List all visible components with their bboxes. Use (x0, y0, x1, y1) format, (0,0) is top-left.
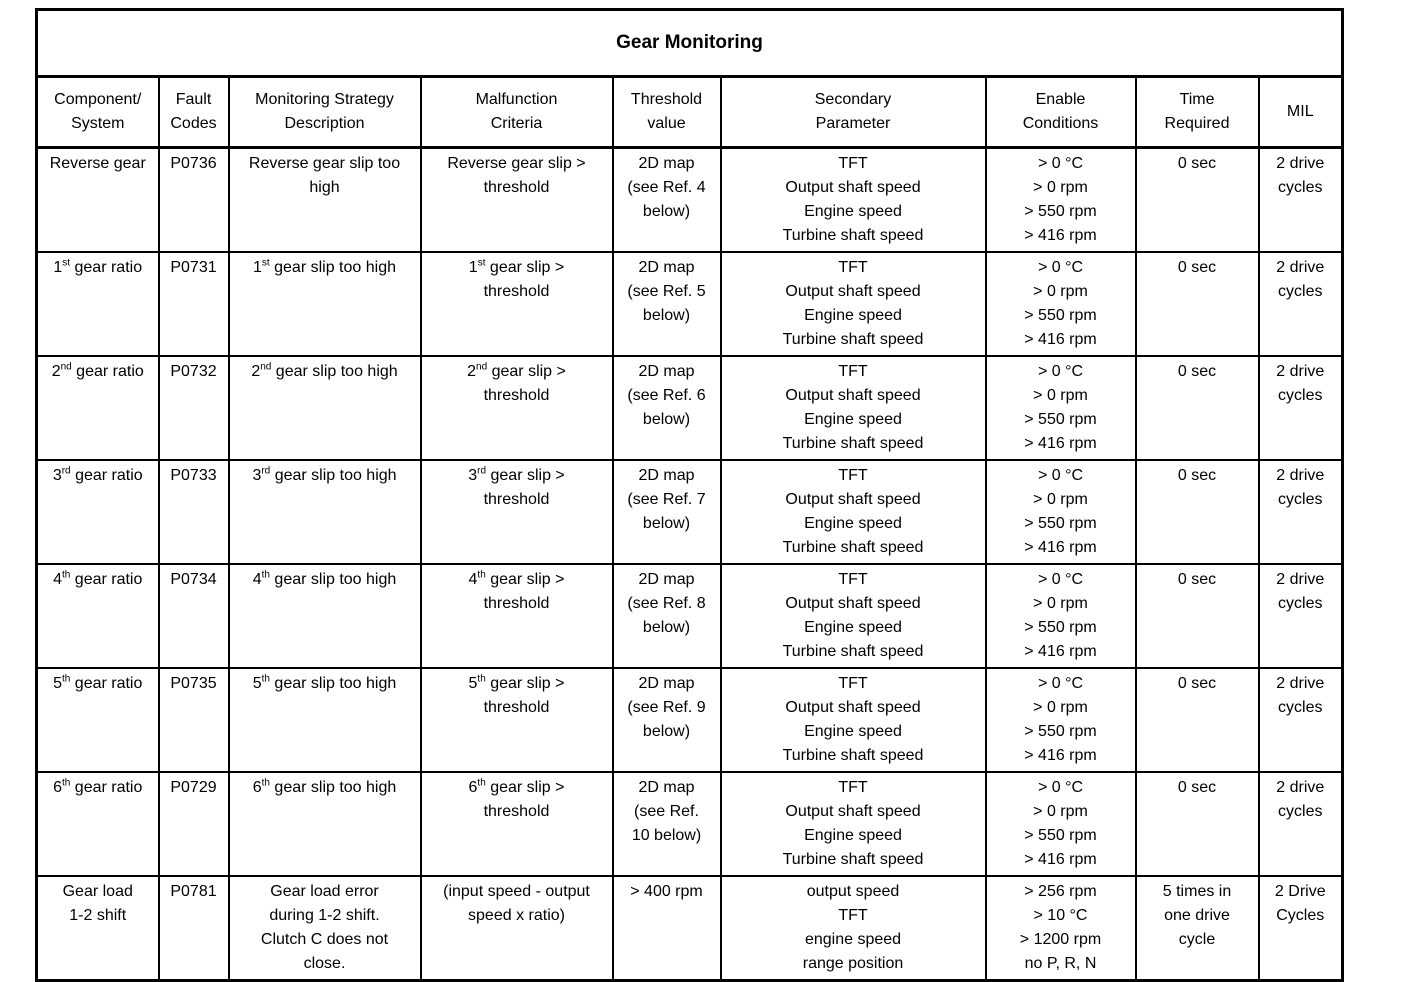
cell-criteria: 3rd gear slip > threshold (421, 460, 613, 564)
column-header-strategy: Monitoring Strategy Description (229, 77, 421, 148)
cell-enable: > 0 °C > 0 rpm > 550 rpm > 416 rpm (986, 772, 1136, 876)
cell-fault_code: P0736 (159, 148, 229, 253)
cell-component: 2nd gear ratio (37, 356, 159, 460)
cell-strategy: 5th gear slip too high (229, 668, 421, 772)
cell-secondary: TFT Output shaft speed Engine speed Turbine shaft speed (721, 564, 986, 668)
cell-time: 5 times in one drive cycle (1136, 876, 1259, 981)
column-header-component: Component/ System (37, 77, 159, 148)
table-row (37, 876, 1343, 981)
column-header-mil: MIL (1259, 77, 1343, 148)
cell-threshold: 2D map (see Ref. 8 below) (613, 564, 721, 668)
cell-threshold: 2D map (see Ref. 7 below) (613, 460, 721, 564)
table-row (37, 460, 1343, 564)
cell-threshold: 2D map (see Ref. 9 below) (613, 668, 721, 772)
cell-enable: > 0 °C > 0 rpm > 550 rpm > 416 rpm (986, 356, 1136, 460)
table-row (37, 564, 1343, 668)
cell-criteria: 4th gear slip > threshold (421, 564, 613, 668)
cell-secondary: TFT Output shaft speed Engine speed Turbine shaft speed (721, 252, 986, 356)
cell-mil: 2 Drive Cycles (1259, 876, 1343, 981)
gear-monitoring-table (35, 8, 1344, 982)
column-header-time: Time Required (1136, 77, 1259, 148)
table-row (37, 356, 1343, 460)
cell-criteria: 1st gear slip > threshold (421, 252, 613, 356)
cell-strategy: Reverse gear slip too high (229, 148, 421, 253)
cell-time: 0 sec (1136, 148, 1259, 253)
cell-threshold: 2D map (see Ref. 5 below) (613, 252, 721, 356)
cell-time: 0 sec (1136, 252, 1259, 356)
cell-threshold: > 400 rpm (613, 876, 721, 981)
cell-strategy: Gear load error during 1-2 shift. Clutch C does not close. (229, 876, 421, 981)
cell-fault_code: P0735 (159, 668, 229, 772)
column-header-threshold: Threshold value (613, 77, 721, 148)
cell-enable: > 0 °C > 0 rpm > 550 rpm > 416 rpm (986, 460, 1136, 564)
cell-criteria: 6th gear slip > threshold (421, 772, 613, 876)
cell-threshold: 2D map (see Ref. 6 below) (613, 356, 721, 460)
column-header-fault_code: Fault Codes (159, 77, 229, 148)
column-header-enable: Enable Conditions (986, 77, 1136, 148)
cell-secondary: TFT Output shaft speed Engine speed Turbine shaft speed (721, 460, 986, 564)
table-header-row (37, 77, 1343, 148)
cell-time: 0 sec (1136, 772, 1259, 876)
cell-enable: > 0 °C > 0 rpm > 550 rpm > 416 rpm (986, 668, 1136, 772)
table-row (37, 668, 1343, 772)
page-title: Gear Monitoring (37, 10, 1343, 77)
cell-mil: 2 drive cycles (1259, 668, 1343, 772)
cell-mil: 2 drive cycles (1259, 564, 1343, 668)
cell-enable: > 0 °C > 0 rpm > 550 rpm > 416 rpm (986, 252, 1136, 356)
cell-mil: 2 drive cycles (1259, 252, 1343, 356)
cell-component: 5th gear ratio (37, 668, 159, 772)
cell-component: 3rd gear ratio (37, 460, 159, 564)
cell-criteria: 2nd gear slip > threshold (421, 356, 613, 460)
cell-secondary: TFT Output shaft speed Engine speed Turbine shaft speed (721, 356, 986, 460)
cell-component: Gear load 1-2 shift (37, 876, 159, 981)
cell-threshold: 2D map (see Ref. 10 below) (613, 772, 721, 876)
cell-strategy: 4th gear slip too high (229, 564, 421, 668)
table-title-row (37, 10, 1343, 77)
cell-time: 0 sec (1136, 356, 1259, 460)
cell-secondary: TFT Output shaft speed Engine speed Turbine shaft speed (721, 148, 986, 253)
cell-component: 4th gear ratio (37, 564, 159, 668)
cell-fault_code: P0729 (159, 772, 229, 876)
cell-mil: 2 drive cycles (1259, 356, 1343, 460)
cell-secondary: TFT Output shaft speed Engine speed Turbine shaft speed (721, 772, 986, 876)
cell-time: 0 sec (1136, 460, 1259, 564)
cell-component: Reverse gear (37, 148, 159, 253)
cell-secondary: TFT Output shaft speed Engine speed Turbine shaft speed (721, 668, 986, 772)
cell-fault_code: P0731 (159, 252, 229, 356)
table-row (37, 252, 1343, 356)
column-header-secondary: Secondary Parameter (721, 77, 986, 148)
cell-threshold: 2D map (see Ref. 4 below) (613, 148, 721, 253)
cell-component: 6th gear ratio (37, 772, 159, 876)
cell-fault_code: P0734 (159, 564, 229, 668)
cell-fault_code: P0733 (159, 460, 229, 564)
cell-criteria: Reverse gear slip > threshold (421, 148, 613, 253)
cell-strategy: 3rd gear slip too high (229, 460, 421, 564)
cell-secondary: output speed TFT engine speed range position (721, 876, 986, 981)
cell-strategy: 2nd gear slip too high (229, 356, 421, 460)
table-row (37, 772, 1343, 876)
cell-mil: 2 drive cycles (1259, 148, 1343, 253)
cell-fault_code: P0732 (159, 356, 229, 460)
cell-fault_code: P0781 (159, 876, 229, 981)
cell-strategy: 1st gear slip too high (229, 252, 421, 356)
cell-criteria: (input speed - output speed x ratio) (421, 876, 613, 981)
cell-time: 0 sec (1136, 564, 1259, 668)
cell-component: 1st gear ratio (37, 252, 159, 356)
cell-criteria: 5th gear slip > threshold (421, 668, 613, 772)
column-header-criteria: Malfunction Criteria (421, 77, 613, 148)
cell-enable: > 0 °C > 0 rpm > 550 rpm > 416 rpm (986, 148, 1136, 253)
cell-mil: 2 drive cycles (1259, 772, 1343, 876)
cell-time: 0 sec (1136, 668, 1259, 772)
cell-mil: 2 drive cycles (1259, 460, 1343, 564)
cell-enable: > 0 °C > 0 rpm > 550 rpm > 416 rpm (986, 564, 1136, 668)
cell-enable: > 256 rpm > 10 °C > 1200 rpm no P, R, N (986, 876, 1136, 981)
cell-strategy: 6th gear slip too high (229, 772, 421, 876)
table-row (37, 148, 1343, 253)
